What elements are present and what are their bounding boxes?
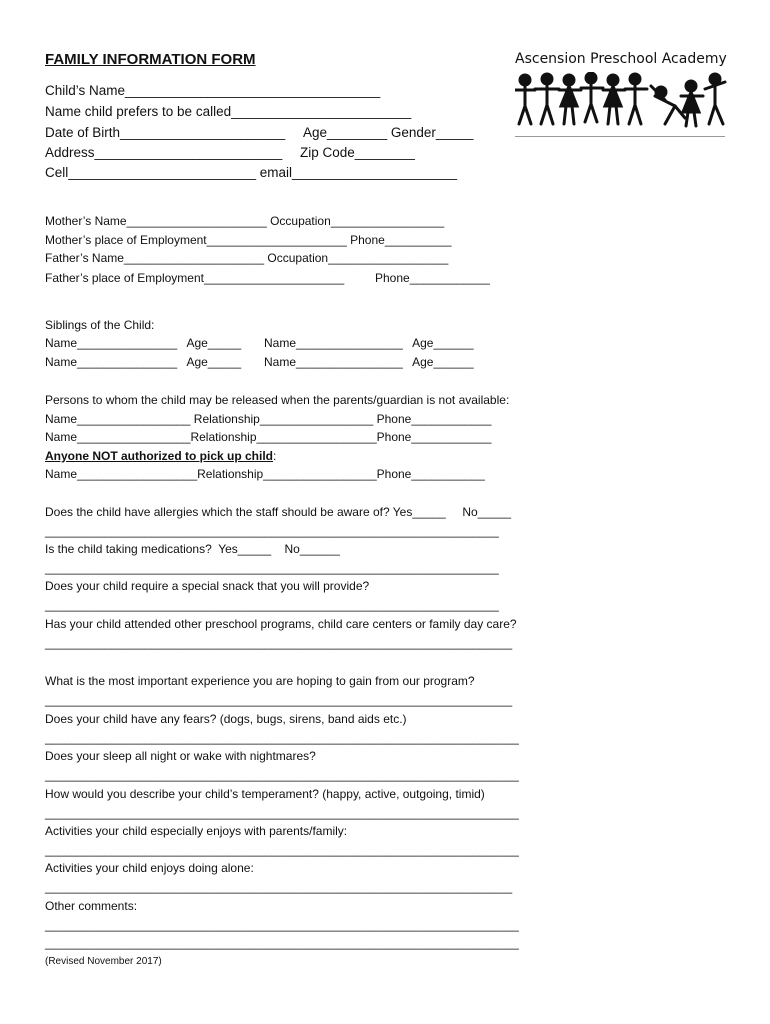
- preschool-question: Has your child attended other preschool programs, child care centers or family day care?: [45, 617, 517, 631]
- logo-text: Ascension Preschool Academy: [515, 51, 727, 67]
- not-authorized-colon: :: [273, 449, 277, 463]
- release-heading: Persons to whom the child may be released when the parents/guardian is not available:: [45, 393, 510, 407]
- childs-name-field[interactable]: Child’s Name__________________________________: [45, 83, 381, 98]
- snack-question: Does your child require a special snack that you will provide?: [45, 579, 370, 593]
- activities-family-answer-line[interactable]: _______________________________________________________________________: [45, 843, 519, 857]
- cell-email-field[interactable]: Cell_________________________ email______________________: [45, 165, 458, 180]
- children-figures-logo-icon: [515, 72, 727, 134]
- date-of-birth-field[interactable]: Date of Birth______________________: [45, 125, 286, 140]
- allergies-answer-line[interactable]: ____________________________________________________________________: [45, 524, 499, 538]
- father-employment-field[interactable]: Father’s place of Employment_____________________: [45, 271, 345, 285]
- sibling-3-field[interactable]: Name_______________ Age_____: [45, 355, 242, 369]
- mother-name-field[interactable]: Mother’s Name_____________________ Occupation_________________: [45, 214, 445, 228]
- logo-underline: [515, 136, 725, 137]
- mother-employment-field[interactable]: Mother’s place of Employment_____________________ Phone__________: [45, 233, 452, 247]
- fears-answer-line[interactable]: _______________________________________________________________________: [45, 731, 519, 745]
- age-gender-field[interactable]: Age________ Gender_____: [303, 125, 474, 140]
- father-phone-field[interactable]: Phone____________: [375, 271, 490, 285]
- not-authorized-heading: [45, 450, 276, 462]
- release-person-1-field[interactable]: Name_________________ Relationship_________________ Phone____________: [45, 412, 492, 426]
- activities-alone-question: Activities your child enjoys doing alone:: [45, 861, 254, 875]
- temperament-question: How would you describe your child’s temperament? (happy, active, outgoing, timid): [45, 787, 485, 801]
- sleep-question: Does your sleep all night or wake with nightmares?: [45, 749, 316, 763]
- medications-answer-line[interactable]: ____________________________________________________________________: [45, 561, 499, 575]
- preschool-answer-line[interactable]: ______________________________________________________________________: [45, 636, 513, 650]
- sibling-2-field[interactable]: Name________________ Age______: [264, 336, 474, 350]
- activities-alone-answer-line[interactable]: ______________________________________________________________________: [45, 880, 513, 894]
- medications-question[interactable]: Is the child taking medications? Yes_____ No______: [45, 542, 340, 556]
- experience-answer-line[interactable]: ______________________________________________________________________: [45, 693, 513, 707]
- address-field[interactable]: Address_________________________: [45, 145, 283, 160]
- activities-family-question: Activities your child especially enjoys with parents/family:: [45, 824, 348, 838]
- sibling-4-field[interactable]: Name________________ Age______: [264, 355, 474, 369]
- not-authorized-person-field[interactable]: Name__________________Relationship_________________Phone___________: [45, 467, 485, 481]
- snack-answer-line[interactable]: ____________________________________________________________________: [45, 598, 499, 612]
- temperament-answer-line[interactable]: _______________________________________________________________________: [45, 806, 519, 820]
- revision-note: (Revised November 2017): [45, 956, 162, 967]
- sibling-1-field[interactable]: Name_______________ Age_____: [45, 336, 242, 350]
- other-comments-line-2[interactable]: _______________________________________________________________________: [45, 936, 519, 950]
- preferred-name-field[interactable]: Name child prefers to be called________________________: [45, 104, 412, 119]
- sleep-answer-line[interactable]: _______________________________________________________________________: [45, 768, 519, 782]
- other-comments-label: Other comments:: [45, 899, 138, 913]
- other-comments-line-1[interactable]: _______________________________________________________________________: [45, 918, 519, 932]
- zip-code-field[interactable]: Zip Code________: [300, 145, 415, 160]
- not-authorized-label: Anyone NOT authorized to pick up child: [45, 449, 274, 463]
- fears-question: Does your child have any fears? (dogs, bugs, sirens, band aids etc.): [45, 712, 407, 726]
- experience-question: What is the most important experience you are hoping to gain from our program?: [45, 674, 475, 688]
- release-person-2-field[interactable]: Name_________________Relationship__________________Phone____________: [45, 430, 492, 444]
- father-name-field[interactable]: Father’s Name_____________________ Occupation__________________: [45, 251, 449, 265]
- form-title: FAMILY INFORMATION FORM: [45, 51, 256, 68]
- siblings-heading: Siblings of the Child:: [45, 318, 155, 332]
- allergies-question[interactable]: Does the child have allergies which the staff should be aware of? Yes_____ No_____: [45, 505, 512, 519]
